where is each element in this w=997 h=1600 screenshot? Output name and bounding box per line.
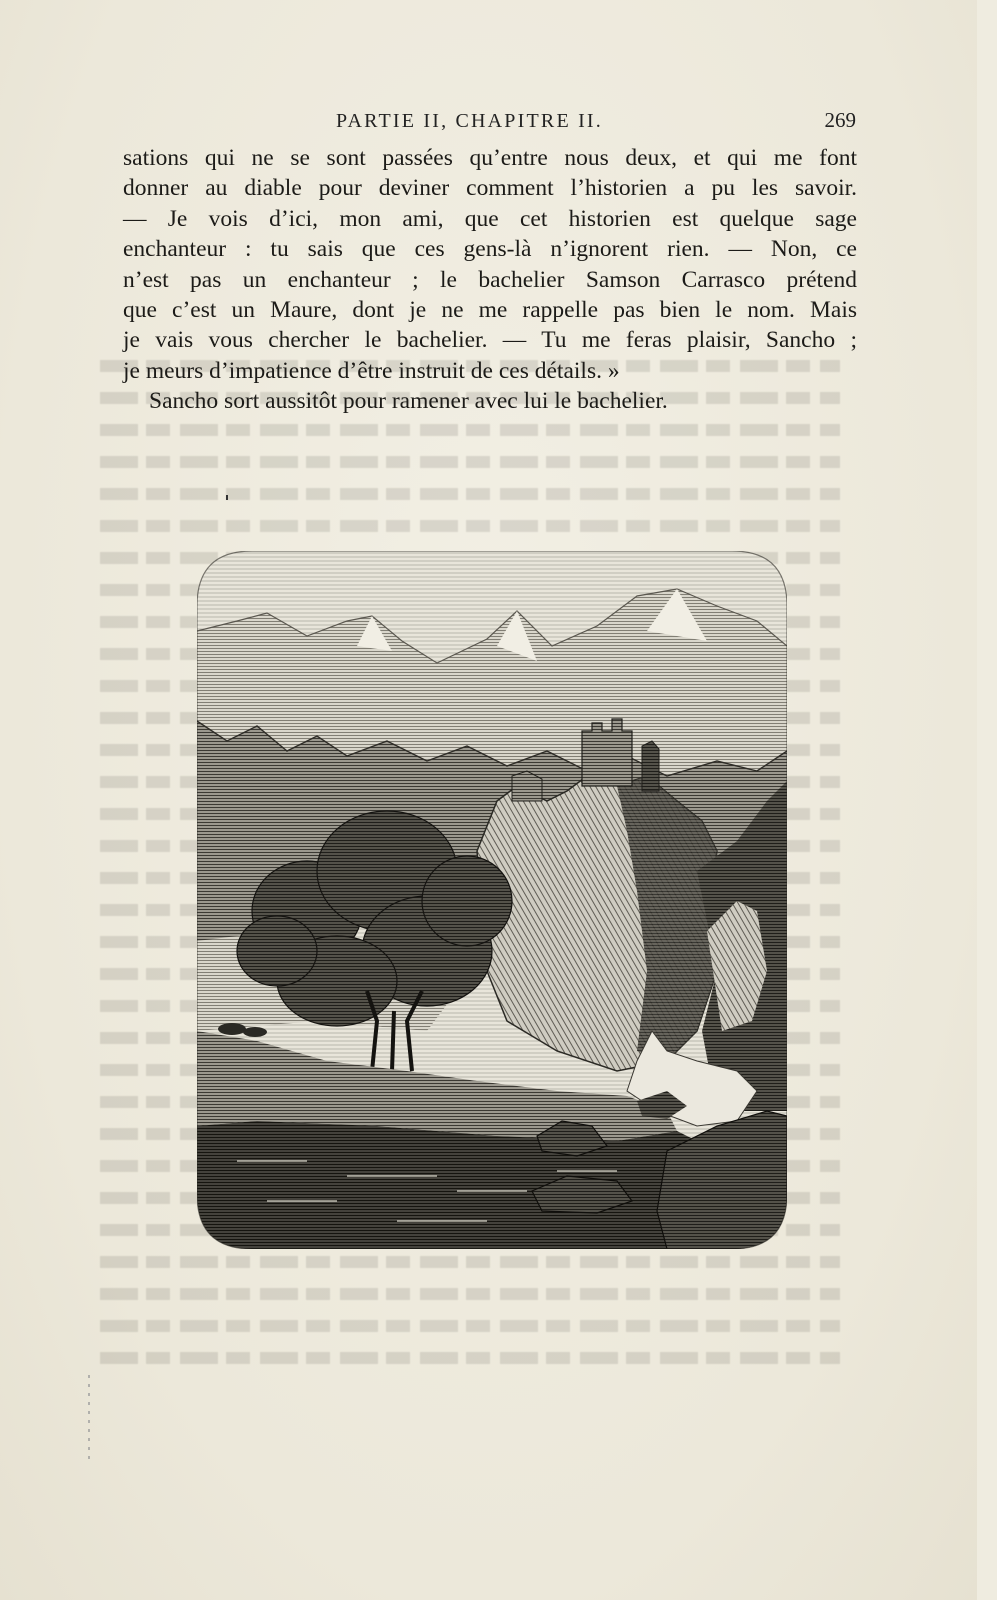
text-line: enchanteur : tu sais que ces gens-là n’ignorent rien. — Non, ce	[123, 236, 857, 263]
engraving-svg	[197, 551, 787, 1249]
text-line: sations qui ne se sont passées qu’entre nous deux, et qui me font	[123, 145, 857, 171]
text-line: donner au diable pour deviner comment l’historien a pu les savoir.	[123, 175, 857, 202]
margin-mark	[88, 1375, 90, 1460]
text-line: que c’est un Maure, dont je ne me rappelle pas bien le nom. Mais	[123, 297, 857, 324]
text-line: n’est pas un enchanteur ; le bachelier Samson Carrasco prétend	[123, 266, 857, 293]
running-head: PARTIE II, CHAPITRE II.	[336, 110, 603, 132]
body-text	[123, 143, 857, 417]
page-header	[120, 108, 860, 138]
text-line: je vais vous chercher le bachelier. — Tu me feras plaisir, Sancho ;	[123, 327, 857, 354]
page-number: 269	[824, 108, 856, 132]
text-line: — Je vois d’ici, mon ami, que cet historien est quelque sage	[123, 205, 857, 232]
engraving-illustration	[197, 551, 787, 1249]
text-line: je meurs d’impatience d’être instruit de ces détails. »	[123, 357, 620, 384]
paragraph-first-line: Sancho sort aussitôt pour ramener avec lui le bachelier.	[149, 388, 668, 415]
printer-mark	[226, 495, 228, 500]
